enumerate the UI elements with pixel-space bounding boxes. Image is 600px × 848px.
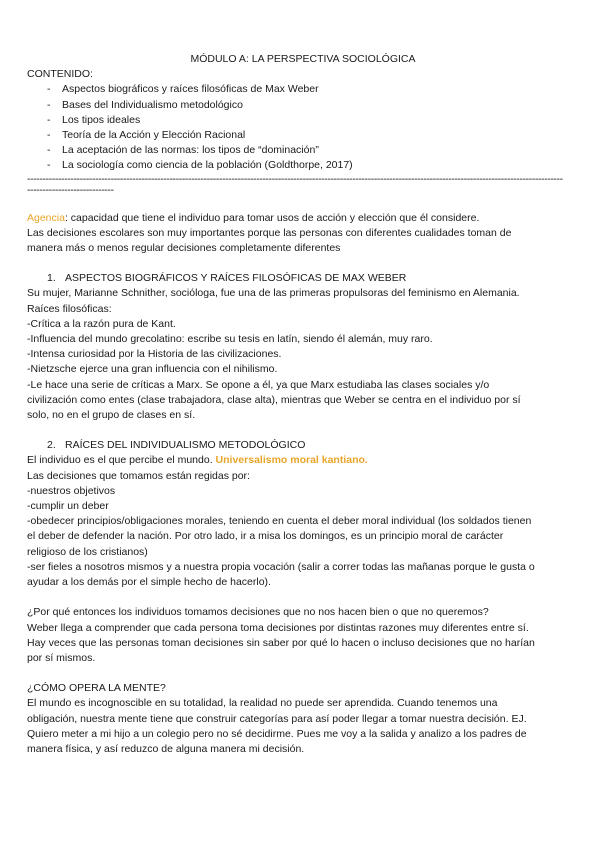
paragraph-line: manera más o menos regular decisiones completamente diferentes [27, 242, 341, 255]
paragraph-line: -Nietzsche ejerce una gran influencia con el nihilismo. [27, 363, 278, 376]
paragraph-line: Raíces filosóficas: [27, 302, 112, 315]
paragraph-line: Las decisiones escolares son muy importantes porque las personas con diferentes cualidades toman de [27, 226, 512, 239]
paragraph-line: -nuestros objetivos [27, 484, 116, 497]
paragraph-line: Hay veces que las personas toman decisiones sin saber por qué lo hacen o incluso decisiones que no harían [27, 636, 535, 649]
separator-line-continued: ---------------------------- [27, 184, 114, 196]
section-heading-mente: ¿CÓMO OPERA LA MENTE? [27, 682, 166, 695]
paragraph-line: -obedecer principios/obligaciones morales, teniendo en cuenta el deber moral individual (los soldados tienen [27, 515, 532, 528]
paragraph-line: -Intensa curiosidad por la Historia de las civilizaciones. [27, 348, 282, 361]
paragraph-line: Su mujer, Marianne Schnither, socióloga, fue una de las primeras propulsoras del feminismo en Alemania. [27, 287, 520, 300]
section-heading-text: RAÍCES DEL INDIVIDUALISMO METODOLÓGICO [65, 439, 306, 452]
bullet-dash: - [47, 98, 51, 111]
paragraph-line: -Influencia del mundo grecolatino: escribe su tesis en latín, siendo él alemán, muy raro. [27, 333, 433, 346]
paragraph-line [27, 453, 579, 468]
bullet-dash: - [47, 83, 51, 96]
paragraph-line: -Le hace una serie de críticas a Marx. Se opone a él, ya que Marx estudiaba las clases sociales y/o [27, 378, 490, 391]
paragraph-line: Quiero meter a mi hijo a un colegio pero no sé decidirme. Pues me voy a la salida y analizo a los padres de [27, 727, 527, 740]
list-item-text: Bases del Individualismo metodológico [62, 98, 243, 111]
bullet-dash: - [47, 144, 51, 157]
section-number: 2. [47, 439, 56, 452]
list-item-text: Los tipos ideales [62, 113, 141, 126]
bullet-dash: - [47, 113, 51, 126]
agencia-text: : capacidad que tiene el individuo para tomar usos de acción y elección que él considere. [64, 211, 480, 224]
paragraph-line: El mundo es incognoscible en su totalidad, la realidad no puede ser aprendida. Cuando tenemos una [27, 697, 498, 710]
bullet-dash: - [47, 129, 51, 142]
paragraph-line: ayudar a los demás por el simple hecho de hacerlo). [27, 576, 271, 589]
paragraph-line: -ser fieles a nosotros mismos y a nuestra propia vocación (salir a correr todas las mañanas porque le gusta o [27, 560, 535, 573]
list-item-text: Aspectos biográficos y raíces filosóficas de Max Weber [62, 83, 319, 96]
agencia-term: Agencia [27, 211, 65, 224]
separator-line: ----------------------------------------------------------------------------------------------------------------------------------------------------------------------------- [27, 173, 563, 185]
section-heading-2 [27, 438, 579, 453]
list-item [27, 128, 579, 143]
list-item [27, 98, 579, 113]
list-item-text: Teoría de la Acción y Elección Racional [62, 129, 246, 142]
paragraph-line: manera física, y así reduzco de alguna manera mi decisión. [27, 742, 305, 755]
list-item [27, 143, 579, 158]
contents-list [27, 82, 579, 173]
paragraph-line: obligación, nuestra mente tiene que construir categorías para así poder llegar a tomar nuestra decisión. EJ. [27, 712, 527, 725]
list-item [27, 113, 579, 128]
list-item [27, 82, 579, 97]
list-item-text: La sociología como ciencia de la población (Goldthorpe, 2017) [62, 159, 353, 172]
bullet-dash: - [47, 159, 51, 172]
paragraph-line: religioso de los cristianos) [27, 545, 148, 558]
contents-label: CONTENIDO: [27, 68, 93, 81]
paragraph-line: civilización como entes (clase trabajadora, clase alta), mientras que Weber se centra en el individuo por sí [27, 393, 521, 406]
paragraph-line: el deber de defender la nación. Por otro lado, ir a misa los domingos, es un principio moral de carácter [27, 530, 504, 543]
section-heading-text: ASPECTOS BIOGRÁFICOS Y RAÍCES FILOSÓFICAS DE MAX WEBER [65, 272, 407, 285]
list-item-text: La aceptación de las normas: los tipos de “dominación” [62, 144, 319, 157]
section-heading-1 [27, 271, 579, 286]
paragraph-line: -Crítica a la razón pura de Kant. [27, 317, 176, 330]
list-item [27, 158, 579, 173]
paragraph-line: solo, no en el grupo de clases en sí. [27, 409, 196, 422]
paragraph-line: Las decisiones que tomamos están regidas por: [27, 469, 250, 482]
section-number: 1. [47, 272, 56, 285]
highlight-text: Universalismo moral kantiano. [215, 454, 368, 467]
document-content [27, 52, 579, 757]
page-title: MÓDULO A: LA PERSPECTIVA SOCIOLÓGICA [190, 53, 416, 65]
paragraph-line: -cumplir un deber [27, 500, 109, 513]
paragraph-line: Weber llega a comprender que cada persona toma decisiones por distintas razones muy diferentes entre sí. [27, 621, 529, 634]
paragraph-line: por sí mismos. [27, 651, 96, 664]
paragraph-line: ¿Por qué entonces los individuos tomamos decisiones que no nos hacen bien o que no queremos? [27, 606, 489, 619]
agencia-definition [27, 211, 579, 226]
paragraph-text: El individuo es el que percibe el mundo. [27, 454, 216, 467]
